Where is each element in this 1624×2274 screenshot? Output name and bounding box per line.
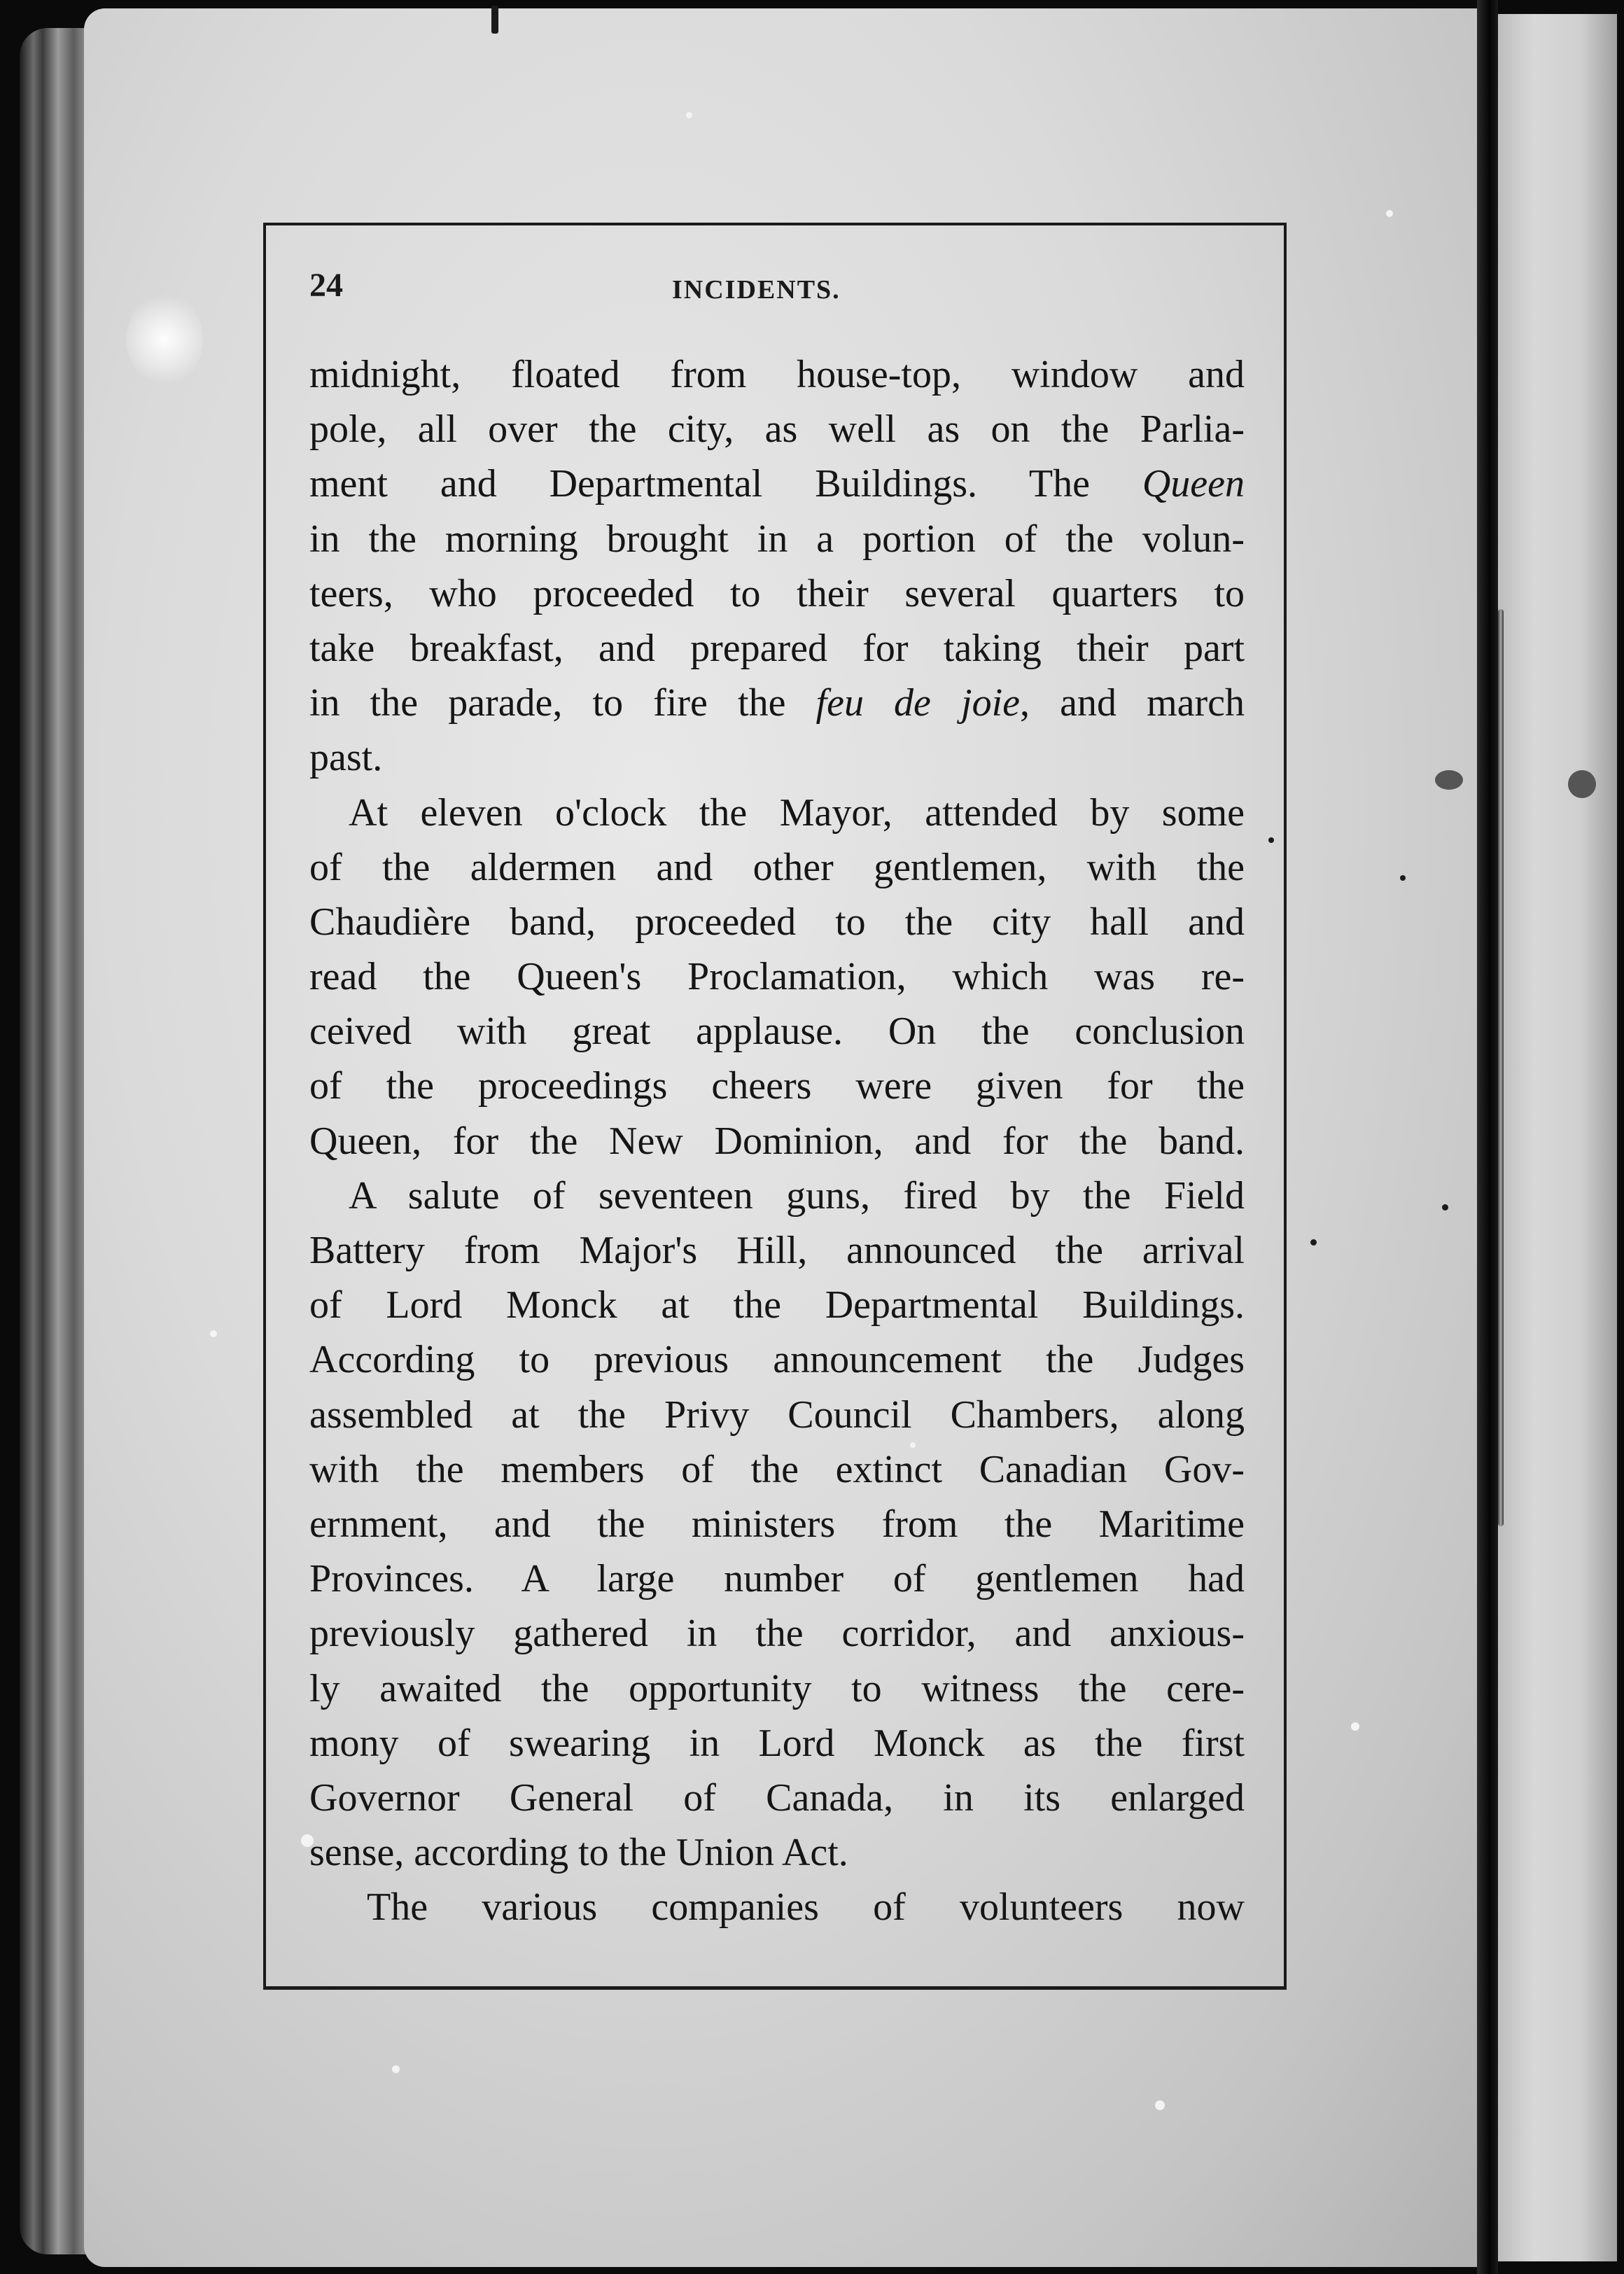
text-line: Provinces. A large number of gentlemen had (309, 1557, 1245, 1601)
text-line: previously gathered in the corridor, and anxious- (309, 1612, 1245, 1656)
dust-speck (392, 2065, 400, 2073)
text-line: ceived with great applause. On the conclusion (309, 1010, 1245, 1054)
text-line: Battery from Major's Hill, announced the arrival (309, 1229, 1245, 1272)
text-segment: ment and Departmental Buildings. The (309, 462, 1090, 506)
facing-page-fold (1498, 609, 1504, 1526)
running-head (309, 266, 1245, 311)
text-line: of the aldermen and other gentlemen, with the (309, 845, 1245, 889)
text-line: A salute of seventeen guns, fired by the Field (349, 1173, 1245, 1218)
text-line: mony of swearing in Lord Monck as the first (309, 1721, 1245, 1765)
text-line: sense, according to the Union Act. (309, 1831, 848, 1875)
dust-speck (210, 1330, 217, 1337)
text-line: At eleven o'clock the Mayor, attended by some (349, 790, 1245, 835)
text-line: in the morning brought in a portion of the volun- (309, 517, 1245, 561)
page-number: 24 (309, 267, 343, 304)
dust-speck (1386, 210, 1393, 217)
text-segment: , and march (1020, 681, 1245, 725)
text-line: Governor General of Canada, in its enlarged (309, 1776, 1245, 1820)
text-line: read the Queen's Proclamation, which was re- (309, 955, 1245, 999)
italic-word: Queen (1142, 462, 1245, 506)
ink-spot (491, 6, 498, 34)
ink-spot (1400, 875, 1406, 881)
text-line: of Lord Monck at the Departmental Buildings. (309, 1283, 1245, 1327)
text-segment: in the parade, to fire the (309, 681, 786, 725)
ink-spot (1442, 1204, 1448, 1211)
running-head-title: INCIDENTS. (672, 275, 841, 305)
text-line: ly awaited the opportunity to witness the cere- (309, 1666, 1245, 1710)
text-line: The various companies of volunteers now (367, 1885, 1245, 1930)
text-line (309, 456, 1245, 511)
text-line: past. (309, 736, 383, 780)
text-line: teers, who proceeded to their several quarters to (309, 571, 1245, 615)
ink-spot (1568, 770, 1596, 798)
text-line: assembled at the Privy Council Chambers, along (309, 1393, 1245, 1437)
text-line: pole, all over the city, as well as on the Parlia- (309, 407, 1245, 452)
text-line: take breakfast, and prepared for taking their part (309, 626, 1245, 670)
text-line (309, 676, 1245, 730)
text-line: Chaudière band, proceeded to the city hall and (309, 900, 1245, 944)
dust-speck (686, 112, 692, 118)
text-line: with the members of the extinct Canadian Gov- (309, 1447, 1245, 1491)
text-line: ernment, and the ministers from the Maritime (309, 1502, 1245, 1546)
dust-speck (1155, 2100, 1165, 2110)
text-line: midnight, floated from house-top, window and (309, 353, 1245, 396)
text-line: Queen, for the New Dominion, and for the band. (309, 1119, 1245, 1163)
text-line: of the proceedings cheers were given for the (309, 1064, 1245, 1108)
scan-glare (126, 294, 203, 385)
ink-spot (1435, 770, 1463, 790)
body-text (309, 347, 1245, 1934)
dust-speck (1351, 1722, 1359, 1731)
italic-phrase: feu de joie (816, 681, 1020, 725)
page-gutter (1477, 0, 1498, 2274)
text-line: According to previous announcement the Judges (309, 1338, 1245, 1382)
ink-spot (1310, 1239, 1317, 1246)
facing-page-edge (1498, 14, 1617, 2261)
